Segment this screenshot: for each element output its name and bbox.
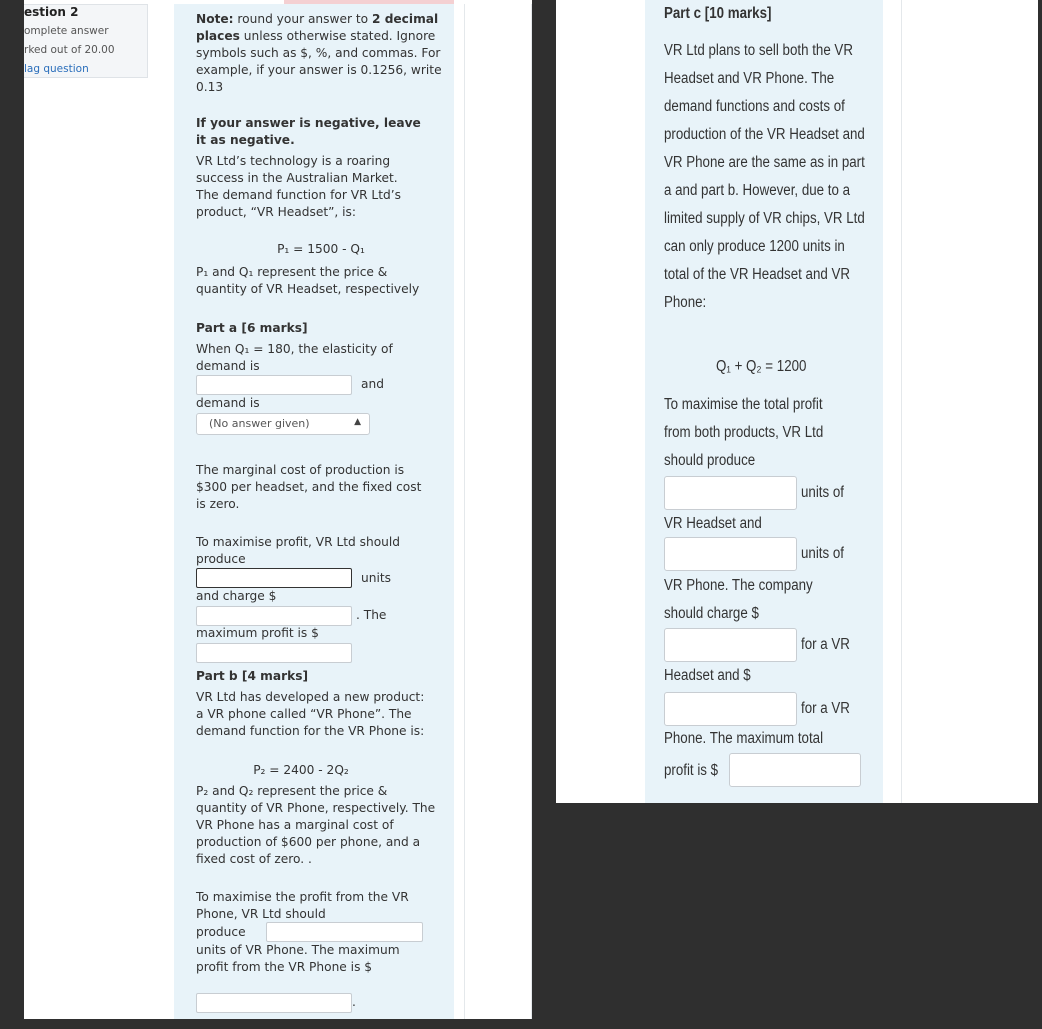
select-arrows-icon: ▲ — [354, 417, 361, 427]
headset-units-input[interactable] — [664, 476, 797, 510]
elasticity-input[interactable] — [196, 375, 352, 395]
phone-profit-input[interactable] — [196, 993, 352, 1013]
part-c-heading: Part c [10 marks] — [664, 5, 772, 22]
question-number: estion 2 — [24, 5, 79, 19]
headset-price-input[interactable] — [664, 628, 797, 662]
demand-type-select[interactable]: (No answer given) ▲ — [196, 413, 370, 435]
for-vr-label-1: for a VR — [801, 636, 850, 653]
left-screenshot-panel — [24, 0, 532, 1019]
constraint-equation: Q₁ + Q₂ = 1200 — [716, 358, 807, 375]
side-column — [464, 4, 532, 1019]
pq2-text: P₂ and Q₂ represent the price & quantity of VR Phone, respectively. The VR Phone has a marginal cost of production of $600 per phone, and a fixed cost of zero. . — [196, 784, 436, 866]
note-text: Note: round your answer to 2 decimal places unless otherwise stated. Ignore symbols such as $, %, and commas. For example, if your answer is 0.1256, write 0.13 — [196, 12, 442, 94]
pq1-text: P₁ and Q₁ represent the price & quantity of VR Headset, respectively — [196, 265, 420, 296]
for-vr-label-2: for a VR — [801, 700, 850, 717]
part-b-heading: Part b [4 marks] — [196, 669, 309, 683]
and-label: and — [361, 377, 384, 391]
units-label: units — [361, 571, 391, 585]
demand-is-label: demand is — [196, 396, 260, 410]
maximise-text: To maximise profit, VR Ltd should produce — [196, 535, 400, 566]
units-of-label-2: units of — [801, 545, 844, 562]
demand-function-2: P₂ = 2400 - 2Q₂ — [253, 763, 349, 777]
phone-price-input[interactable] — [664, 692, 797, 726]
phone-total-label: Phone. The maximum total — [664, 730, 824, 747]
period-label: . — [352, 995, 356, 1009]
the-label: . The — [356, 608, 387, 622]
demand-function-1: P₁ = 1500 - Q₁ — [277, 242, 365, 256]
total-profit-input[interactable] — [729, 753, 861, 787]
part-a-heading: Part a [6 marks] — [196, 321, 308, 335]
column-divider — [901, 0, 902, 803]
elasticity-question: When Q₁ = 180, the elasticity of demand is — [196, 342, 393, 373]
question-status: omplete answer — [24, 25, 109, 37]
flag-question-link[interactable]: lag question — [24, 63, 89, 75]
max-profit-input[interactable] — [196, 643, 352, 663]
question-info-box — [24, 4, 148, 78]
phone-units-input[interactable] — [266, 922, 423, 942]
phone-units-text: units of VR Phone. The maximum profit from the VR Phone is $ — [196, 943, 400, 974]
phone-charge-text: VR Phone. The company should charge $ — [664, 577, 813, 622]
phone-intro-text: VR Ltd has developed a new product: a VR phone called “VR Phone”. The demand function for the VR Phone is: — [196, 690, 425, 738]
maximise-total-text: To maximise the total profit from both products, VR Ltd should produce — [664, 396, 824, 469]
units-of-label-1: units of — [801, 484, 844, 501]
negative-note: If your answer is negative, leave it as negative. — [196, 116, 421, 147]
headset-and-label: VR Headset and — [664, 515, 762, 532]
produce-label: produce — [196, 925, 246, 939]
part-c-intro: VR Ltd plans to sell both the VR Headset and VR Phone. The demand functions and costs of production of the VR Headset and VR Phone are the same as in part a and part b. However, due to a limited supply of VR chips, VR Ltd can only produce 1200 units in total of the VR Headset and VR Phone: — [664, 42, 865, 311]
price-input[interactable] — [196, 606, 352, 626]
phone-units-input-c[interactable] — [664, 537, 797, 571]
units-input[interactable] — [196, 568, 352, 588]
profit-is-label: profit is $ — [664, 762, 719, 779]
headset-and-dollar-label: Headset and $ — [664, 667, 751, 684]
intro-text: VR Ltd’s technology is a roaring success in the Australian Market. The demand function for VR Ltd’s product, “VR Headset”, is: — [196, 154, 401, 219]
question-marks: rked out of 20.00 — [24, 44, 115, 56]
max-profit-label: maximum profit is $ — [196, 626, 319, 640]
charge-label: and charge $ — [196, 589, 277, 603]
marginal-cost-text: The marginal cost of production is $300 per headset, and the fixed cost is zero. — [196, 463, 422, 511]
right-screenshot-panel — [556, 0, 1038, 803]
maximise-phone-text: To maximise the profit from the VR Phone, VR Ltd should — [196, 890, 409, 921]
